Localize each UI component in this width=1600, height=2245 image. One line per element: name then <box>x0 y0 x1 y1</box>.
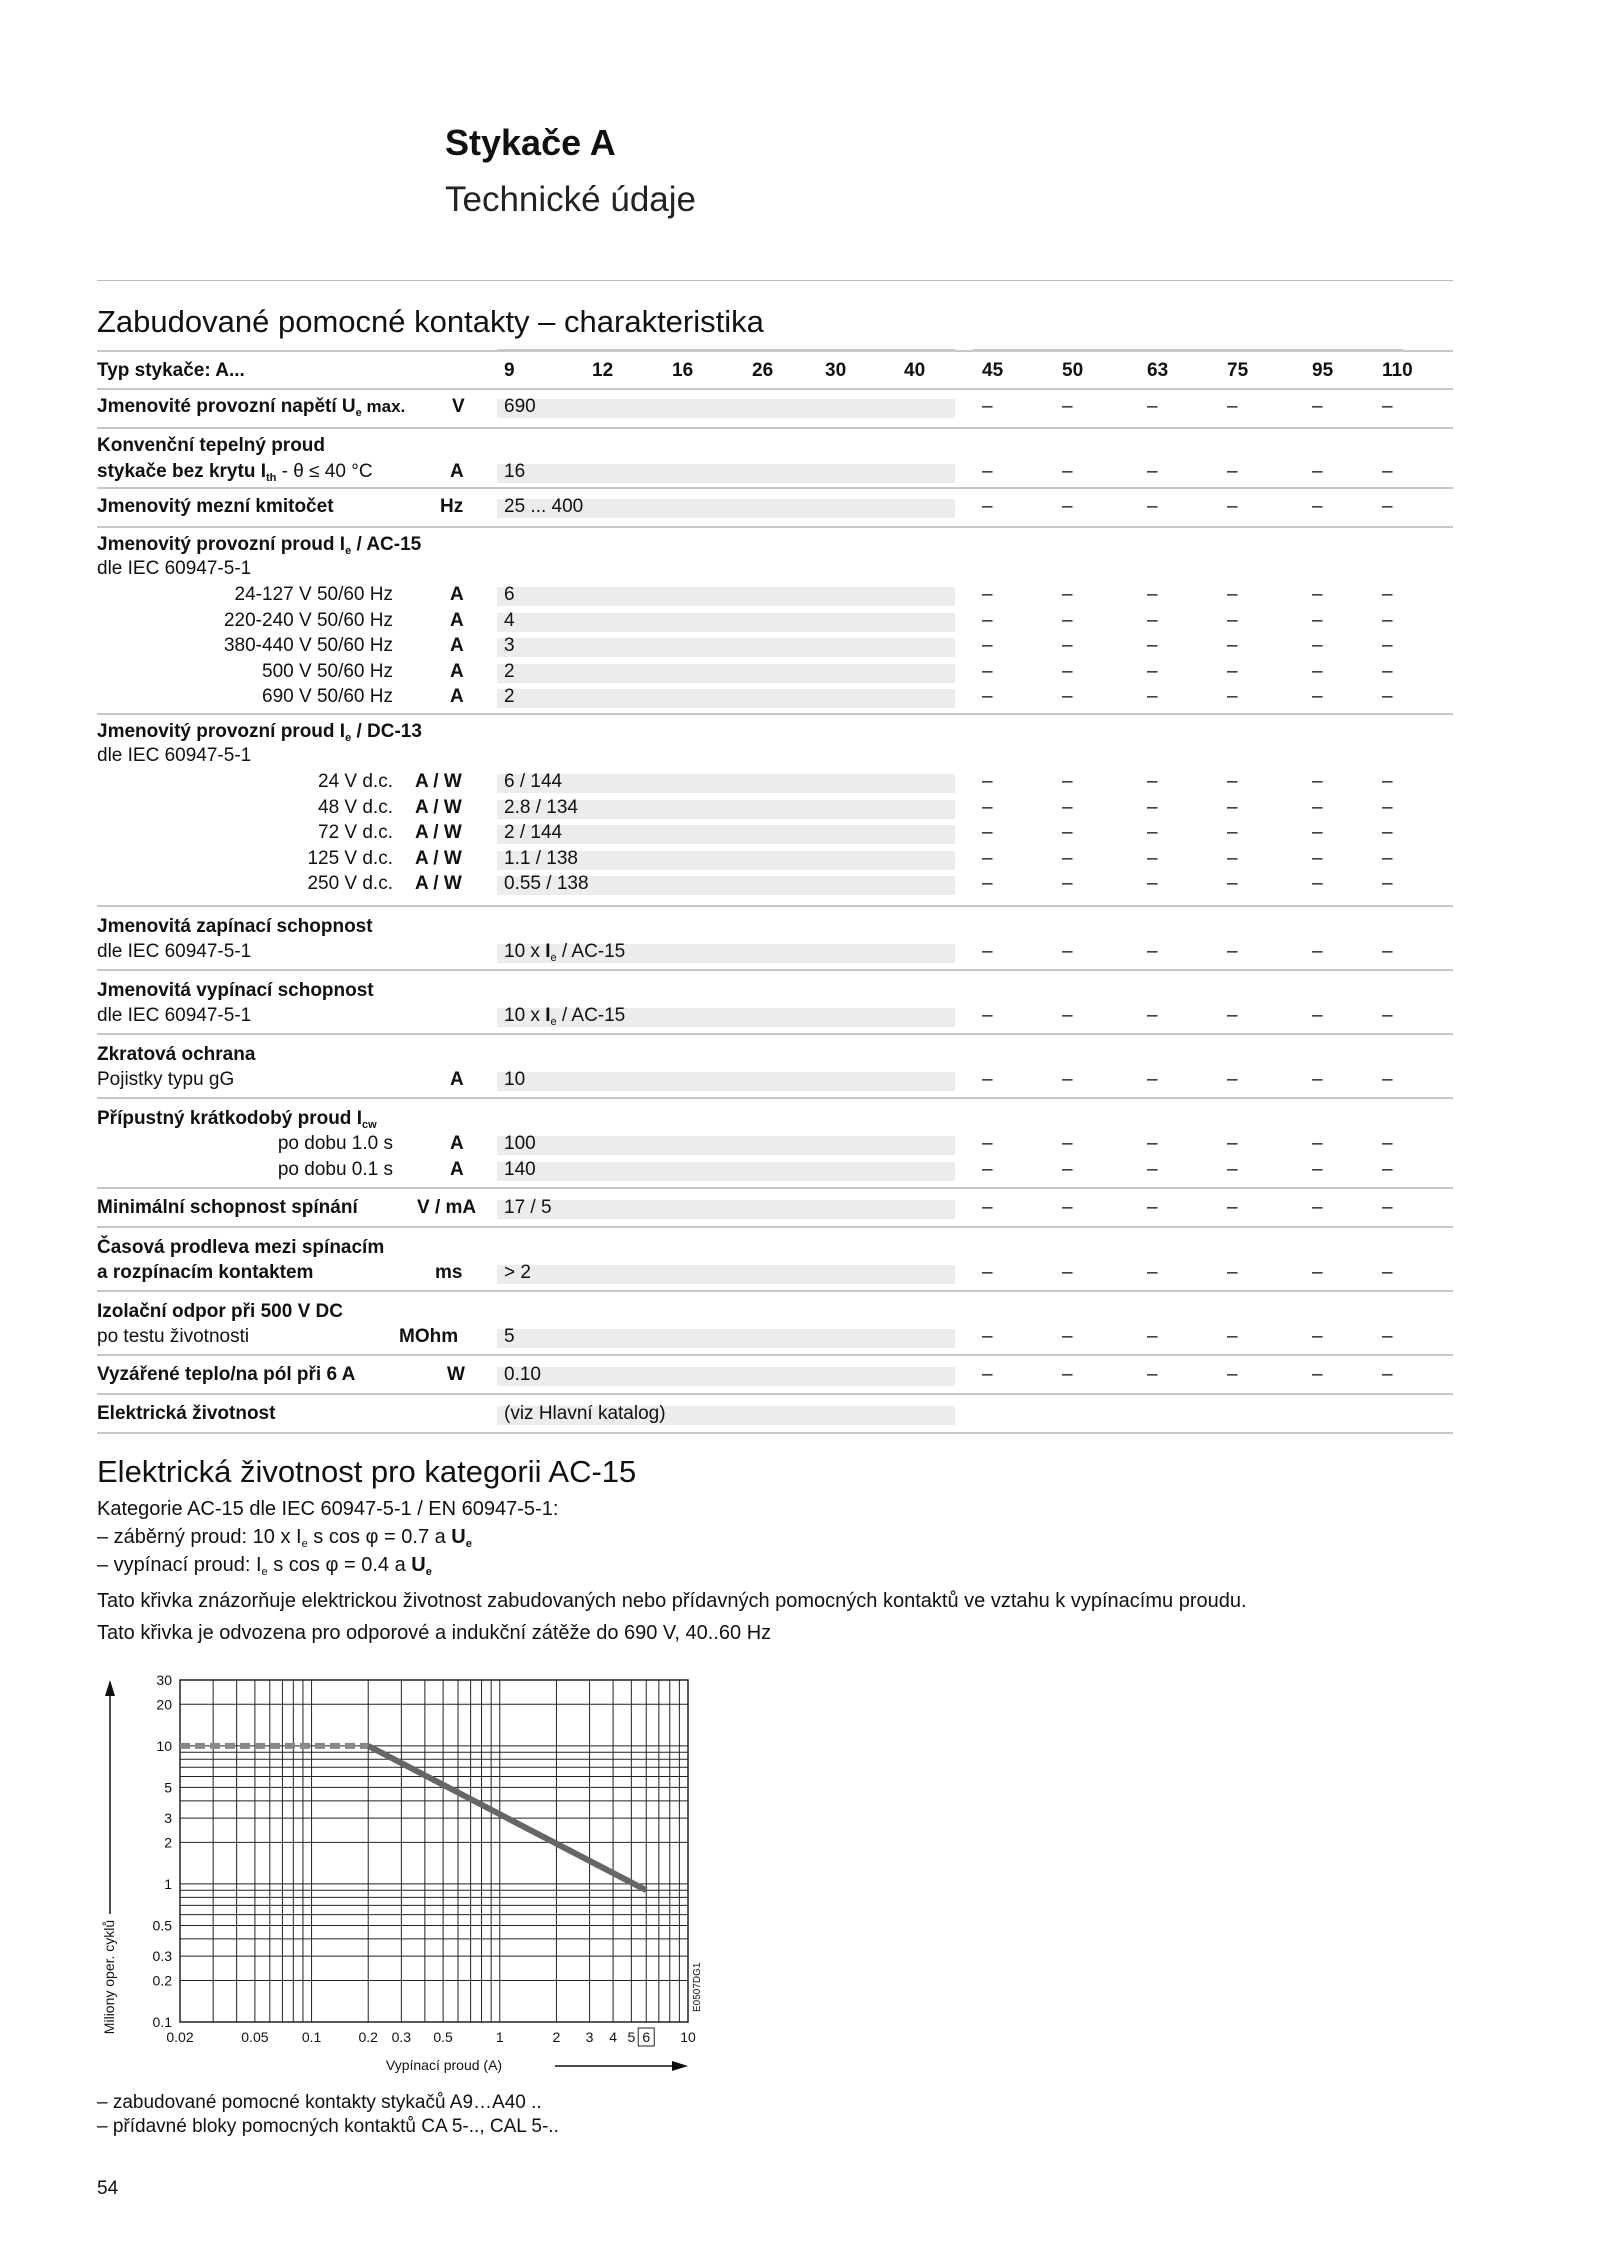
dash-cell: – <box>1227 771 1238 792</box>
dash-cell: – <box>982 1262 993 1283</box>
dash-cell: – <box>982 584 993 605</box>
dash-cell: – <box>982 660 993 682</box>
dash-cell: – <box>1147 1326 1158 1347</box>
plot-frame <box>180 1680 688 2022</box>
page-number: 54 <box>97 2178 119 2199</box>
col-110: 110 <box>1382 360 1413 381</box>
dash-cell: – <box>1382 1262 1393 1283</box>
dash-cell: – <box>1312 822 1323 843</box>
dash-cell: – <box>1227 796 1238 818</box>
dash-cell: – <box>1227 1197 1238 1218</box>
row-value: 10 x $I_e / AC-15$ <box>504 1005 626 1028</box>
dash-cell: – <box>1312 941 1323 962</box>
dash-cell: – <box>1312 660 1323 682</box>
row-label: Jmenovitá vypínací schopnost <box>97 980 374 1001</box>
type-label: Typ stykače: A... <box>97 360 245 381</box>
section-title-contacts: Zabudované pomocné kontakty – charakteristika <box>97 304 764 339</box>
dash-cell: – <box>1382 1133 1393 1154</box>
x-tick-label: 0.02 <box>166 2029 194 2045</box>
sub-row-value: 140 <box>504 1158 536 1180</box>
row-unit: W <box>447 1364 465 1385</box>
sub-row-value: 6 / 144 <box>504 771 563 792</box>
page-title: Stykače A <box>445 122 616 163</box>
row-label: Vyzářené teplo/na pól při 6 A <box>97 1364 356 1385</box>
x-tick-label: 2 <box>552 2029 561 2045</box>
dash-cell: – <box>1227 1133 1238 1154</box>
sub-row-label: 380-440 V 50/60 Hz <box>223 635 393 656</box>
row-short-time-current <box>97 1099 1453 1189</box>
dash-cell: – <box>1227 686 1238 707</box>
dash-cell: – <box>1227 496 1238 517</box>
dash-cell: – <box>1382 635 1393 656</box>
dash-cell: – <box>1062 635 1073 656</box>
dash-cell: – <box>1147 796 1158 818</box>
sub-row-label: 500 V 50/60 Hz <box>262 660 393 682</box>
sub-row-label: 690 V 50/60 Hz <box>262 686 393 707</box>
dash-cell: – <box>1147 1364 1158 1385</box>
sub-row-label: 125 V d.c. <box>307 847 393 869</box>
dash-cell: – <box>1382 847 1393 869</box>
dash-cell: – <box>1227 822 1238 843</box>
dash-cell: – <box>1227 584 1238 605</box>
row-value: 16 <box>504 461 526 482</box>
row-label-2: dle IEC 60947-5-1 <box>97 941 252 962</box>
row-making-capacity <box>97 907 1453 971</box>
y-tick-label: 20 <box>156 1696 172 1713</box>
dash-cell: – <box>1312 496 1323 517</box>
dash-cell: – <box>1382 771 1393 792</box>
dash-cell: – <box>1382 584 1393 605</box>
dash-cell: – <box>982 496 993 517</box>
dash-cell: – <box>1062 660 1073 682</box>
row-frequency <box>97 489 1453 528</box>
dash-cell: – <box>982 635 993 656</box>
row-heat-dissipation <box>97 1356 1453 1395</box>
dash-cell: – <box>982 1326 993 1347</box>
dash-cell: – <box>1147 635 1158 656</box>
paragraph-category: Kategorie AC-15 dle IEC 60947-5-1 / EN 60947-5-1: <box>97 1498 559 1520</box>
dash-cell: – <box>1147 1158 1158 1180</box>
dash-cell: – <box>1062 496 1073 517</box>
characteristics-table <box>97 350 1453 1434</box>
y-tick-label: 0.3 <box>152 1948 172 1965</box>
dash-cell: – <box>982 396 993 417</box>
row-thermal-current <box>97 429 1453 489</box>
row-label: Minimální schopnost spínání <box>97 1197 358 1218</box>
dash-cell: – <box>1312 635 1323 656</box>
row-time-delay <box>97 1228 1453 1292</box>
dash-cell: – <box>982 796 993 818</box>
sub-row-unit: A <box>450 609 464 631</box>
dash-cell: – <box>1062 584 1073 605</box>
col-26: 26 <box>752 360 774 381</box>
col-16: 16 <box>672 360 694 381</box>
sub-row-value: 0.55 / 138 <box>504 873 589 894</box>
dash-cell: – <box>1227 1005 1238 1026</box>
dash-cell: – <box>1312 1133 1323 1154</box>
dash-cell: – <box>1062 1197 1073 1218</box>
dash-cell: – <box>982 461 993 482</box>
dash-cell: – <box>1382 873 1393 894</box>
row-label: Jmenovité provozní napětí $U_e$ max. <box>97 396 406 419</box>
sub-row-value: 2 <box>504 686 515 707</box>
dash-cell: – <box>1312 1364 1323 1385</box>
row-dc13-current <box>97 715 1453 907</box>
row-label: Jmenovitý provozní proud $I_e / AC-15$ <box>97 534 422 557</box>
dash-cell: – <box>982 686 993 707</box>
dash-cell: – <box>1312 584 1323 605</box>
col-30: 30 <box>825 360 847 381</box>
x-tick-label: 0.3 <box>391 2029 412 2045</box>
dash-cell: – <box>1147 609 1158 631</box>
row-label: Jmenovitý provozní proud $I_e / DC-13$ <box>97 721 422 744</box>
y-axis-label: Miliony oper. cyklů <box>101 1919 117 2035</box>
page-subtitle: Technické údaje <box>445 180 696 219</box>
dash-cell: – <box>1062 771 1073 792</box>
dash-cell: – <box>1227 1158 1238 1180</box>
col-75: 75 <box>1227 360 1249 381</box>
sub-row-value: 6 <box>504 584 515 605</box>
row-unit: A <box>450 461 464 482</box>
row-value: 25 ... 400 <box>504 496 584 517</box>
sub-row-unit: A / W <box>415 796 462 818</box>
dash-cell: – <box>1312 396 1323 417</box>
dash-cell: – <box>1227 660 1238 682</box>
row-value: 5 <box>504 1326 515 1347</box>
dash-cell: – <box>1227 873 1238 894</box>
dash-cell: – <box>1227 1262 1238 1283</box>
x-tick-label: 6 <box>642 2029 651 2045</box>
row-label: Jmenovitá zapínací schopnost <box>97 916 373 937</box>
dash-cell: – <box>1227 847 1238 869</box>
dash-cell: – <box>982 941 993 962</box>
dash-cell: – <box>982 1364 993 1385</box>
dash-cell: – <box>1062 1069 1073 1090</box>
dash-cell: – <box>982 1069 993 1090</box>
dash-cell: – <box>1062 1326 1073 1347</box>
sub-row-unit: A / W <box>415 873 462 894</box>
dash-cell: – <box>1147 496 1158 517</box>
sub-row-label: po dobu 1.0 s <box>277 1133 393 1154</box>
dash-cell: – <box>1062 686 1073 707</box>
row-insulation <box>97 1292 1453 1356</box>
dash-cell: – <box>1312 609 1323 631</box>
dash-cell: – <box>1382 496 1393 517</box>
sub-row-label: 220-240 V 50/60 Hz <box>223 609 393 631</box>
dash-cell: – <box>1147 873 1158 894</box>
row-short-circuit <box>97 1035 1453 1099</box>
row-label-2: Pojistky typu gG <box>97 1069 235 1090</box>
dash-cell: – <box>1147 1133 1158 1154</box>
x-tick-label: 0.1 <box>301 2029 322 2045</box>
dash-cell: – <box>1312 1262 1323 1283</box>
dash-cell: – <box>982 1133 993 1154</box>
row-value: 17 / 5 <box>504 1197 552 1218</box>
dash-cell: – <box>1382 461 1393 482</box>
y-tick-label: 30 <box>156 1672 172 1688</box>
x-axis-label: Vypínací proud (A) <box>385 2057 503 2073</box>
row-value: > 2 <box>504 1262 531 1283</box>
dash-cell: – <box>982 822 993 843</box>
dash-cell: – <box>1312 1197 1323 1218</box>
dash-cell: – <box>1312 1158 1323 1180</box>
y-axis-arrow-head <box>105 1680 115 1696</box>
row-breaking-capacity <box>97 971 1453 1035</box>
dash-cell: – <box>1147 686 1158 707</box>
row-label-2: dle IEC 60947-5-1 <box>97 558 252 579</box>
x-axis-arrow-head <box>672 2061 688 2071</box>
sub-row-value: 2 <box>504 660 515 682</box>
dash-cell: – <box>1382 1197 1393 1218</box>
paragraph-description: Tato křivka znázorňuje elektrickou životnost zabudovaných nebo přídavných pomocných kontaktů ve vztahu k vypínacímu proudu. <box>97 1590 1247 1612</box>
col-45: 45 <box>982 360 1004 381</box>
dash-cell: – <box>1147 1069 1158 1090</box>
row-label-2: stykače bez krytu $I_{th} - \theta \le 40$ °C <box>97 461 373 484</box>
dash-cell: – <box>1312 1005 1323 1026</box>
col-12: 12 <box>592 360 614 381</box>
x-tick-label: 10 <box>680 2029 696 2045</box>
dash-cell: – <box>1147 1005 1158 1026</box>
paragraph-load: Tato křivka je odvozena pro odporové a indukční zátěže do 690 V, 40..60 Hz <box>97 1622 772 1644</box>
row-value: 10 <box>504 1069 526 1090</box>
row-unit: ms <box>435 1262 463 1283</box>
dash-cell: – <box>1227 941 1238 962</box>
sub-row-label: 48 V d.c. <box>318 796 393 818</box>
dash-cell: – <box>1062 847 1073 869</box>
dash-cell: – <box>982 1158 993 1180</box>
sub-row-unit: A / W <box>415 847 462 869</box>
sub-row-value: 4 <box>504 609 515 631</box>
footer-note-1: – zabudované pomocné kontakty stykačů A9…A40 .. <box>97 2092 542 2113</box>
dash-cell: – <box>1062 609 1073 631</box>
dash-cell: – <box>1227 461 1238 482</box>
sub-row-label: 250 V d.c. <box>307 873 393 894</box>
row-label-2: po testu životnosti <box>97 1326 250 1347</box>
dash-cell: – <box>1062 822 1073 843</box>
x-tick-label: 0.5 <box>433 2029 453 2045</box>
figure-code: E0507DG1 <box>692 1962 703 2012</box>
row-label: Elektrická životnost <box>97 1403 276 1424</box>
dash-cell: – <box>1312 1326 1323 1347</box>
row-unit: A <box>450 1069 464 1090</box>
dash-cell: – <box>1312 771 1323 792</box>
row-electrical-life <box>97 1395 1453 1434</box>
dash-cell: – <box>1062 461 1073 482</box>
sub-row-unit: A <box>450 686 464 707</box>
y-tick-label: 10 <box>156 1737 172 1754</box>
col-40: 40 <box>904 360 926 381</box>
dash-cell: – <box>1147 584 1158 605</box>
x-tick-label: 1 <box>495 2029 504 2045</box>
sub-row-unit: A <box>450 1133 464 1154</box>
dash-cell: – <box>1062 1262 1073 1283</box>
row-value: (viz Hlavní katalog) <box>504 1403 666 1424</box>
dash-cell: – <box>1382 822 1393 843</box>
dash-cell: – <box>982 1197 993 1218</box>
sub-row-unit: A <box>450 584 464 605</box>
col-50: 50 <box>1062 360 1084 381</box>
sub-row-value: 3 <box>504 635 515 656</box>
y-tick-label: 0.5 <box>152 1917 172 1934</box>
row-unit: V <box>452 396 465 417</box>
row-rated-voltage <box>97 390 1453 429</box>
dash-cell: – <box>1147 822 1158 843</box>
dash-cell: – <box>1382 686 1393 707</box>
x-tick-label: 4 <box>609 2029 617 2045</box>
row-min-switching <box>97 1189 1453 1228</box>
row-label-2: dle IEC 60947-5-1 <box>97 1005 252 1026</box>
col-95: 95 <box>1312 360 1334 381</box>
dash-cell: – <box>1062 873 1073 894</box>
sub-row-label: 24 V d.c. <box>318 771 393 792</box>
y-tick-label: 0.1 <box>152 2014 172 2030</box>
dash-cell: – <box>1382 1069 1393 1090</box>
row-label-2: dle IEC 60947-5-1 <box>97 745 252 766</box>
x-tick-label: 0.2 <box>358 2029 378 2045</box>
dash-cell: – <box>1312 847 1323 869</box>
dash-cell: – <box>1147 660 1158 682</box>
table-header-row <box>97 350 1453 390</box>
sub-row-label: po dobu 0.1 s <box>277 1158 393 1180</box>
dash-cell: – <box>1227 1326 1238 1347</box>
dash-cell: – <box>1062 1133 1073 1154</box>
dash-cell: – <box>1062 941 1073 962</box>
dash-cell: – <box>1312 686 1323 707</box>
row-label: Zkratová ochrana <box>97 1044 256 1065</box>
electrical-life-chart <box>90 1670 710 2073</box>
footer-note-2: – přídavné bloky pomocných kontaktů CA 5-.., CAL 5-.. <box>97 2116 559 2137</box>
row-label: Časová prodleva mezi spínacím <box>97 1237 385 1258</box>
y-tick-label: 3 <box>164 1810 172 1827</box>
dash-cell: – <box>1382 1158 1393 1180</box>
y-tick-label: 5 <box>164 1779 172 1796</box>
sub-row-unit: A <box>450 635 464 656</box>
dash-cell: – <box>1382 1005 1393 1026</box>
dash-cell: – <box>1312 796 1323 818</box>
dash-cell: – <box>1382 1364 1393 1385</box>
row-value: 0.10 <box>504 1364 541 1385</box>
col-9: 9 <box>504 360 515 381</box>
sub-row-value: 2 / 144 <box>504 822 563 843</box>
dash-cell: – <box>1227 396 1238 417</box>
paragraph-breaking: – vypínací proud: $I_e$ s cos φ = 0.4 a $U_e$ <box>97 1554 432 1578</box>
dash-cell: – <box>1062 1364 1073 1385</box>
dash-cell: – <box>1382 796 1393 818</box>
dash-cell: – <box>982 771 993 792</box>
dash-cell: – <box>1062 396 1073 417</box>
dash-cell: – <box>1312 461 1323 482</box>
dash-cell: – <box>1147 1197 1158 1218</box>
row-value: 690 <box>504 396 536 417</box>
x-tick-label: 3 <box>585 2029 594 2045</box>
row-label: Přípustný krátkodobý proud $I_{cw}$ <box>97 1108 377 1131</box>
dash-cell: – <box>1382 941 1393 962</box>
sub-row-label: 24-127 V 50/60 Hz <box>234 584 393 605</box>
sub-row-label: 72 V d.c. <box>318 822 393 843</box>
dash-cell: – <box>1147 941 1158 962</box>
dash-cell: – <box>1147 847 1158 869</box>
row-label: Jmenovitý mezní kmitočet <box>97 496 334 517</box>
dash-cell: – <box>1062 1158 1073 1180</box>
row-unit: Hz <box>440 496 464 517</box>
row-label: Konvenční tepelný proud <box>97 435 326 456</box>
dash-cell: – <box>1382 1326 1393 1347</box>
dash-cell: – <box>1147 396 1158 417</box>
y-tick-label: 1 <box>164 1875 172 1892</box>
x-tick-label: 0.05 <box>241 2029 269 2045</box>
sub-row-unit: A <box>450 1158 464 1180</box>
sub-row-unit: A / W <box>415 822 462 843</box>
sub-row-value: 100 <box>504 1133 536 1154</box>
y-tick-label: 2 <box>164 1834 172 1851</box>
dash-cell: – <box>1227 1069 1238 1090</box>
section-title-ac15: Elektrická životnost pro kategorii AC-15 <box>97 1454 637 1489</box>
row-ac15-current <box>97 528 1453 715</box>
dash-cell: – <box>982 873 993 894</box>
row-value: 10 x $I_e / AC-15$ <box>504 941 626 964</box>
dash-cell: – <box>1227 609 1238 631</box>
dash-cell: – <box>1382 660 1393 682</box>
dash-cell: – <box>1382 396 1393 417</box>
top-divider <box>97 280 1453 281</box>
paragraph-inrush: – záběrný proud: 10 x $I_e$ s cos φ = 0.7 a $U_e$ <box>97 1526 472 1550</box>
dash-cell: – <box>1312 873 1323 894</box>
sub-row-unit: A <box>450 660 464 682</box>
x-tick-label: 5 <box>627 2029 636 2045</box>
dash-cell: – <box>982 1005 993 1026</box>
dash-cell: – <box>1147 1262 1158 1283</box>
row-unit: V / mA <box>417 1197 477 1218</box>
dash-cell: – <box>1382 609 1393 631</box>
row-label: Izolační odpor při 500 V DC <box>97 1301 343 1322</box>
sub-row-value: 2.8 / 134 <box>504 796 578 818</box>
dash-cell: – <box>1227 1364 1238 1385</box>
row-unit: MOhm <box>399 1326 459 1347</box>
dash-cell: – <box>982 847 993 869</box>
dash-cell: – <box>1227 635 1238 656</box>
dash-cell: – <box>1062 796 1073 818</box>
dash-cell: – <box>1062 1005 1073 1026</box>
dash-cell: – <box>982 609 993 631</box>
dash-cell: – <box>1147 461 1158 482</box>
dash-cell: – <box>1312 1069 1323 1090</box>
y-tick-label: 0.2 <box>152 1972 172 1989</box>
sub-row-unit: A / W <box>415 771 462 792</box>
row-label-2: a rozpínacím kontaktem <box>97 1262 314 1283</box>
dash-cell: – <box>1147 771 1158 792</box>
sub-row-value: 1.1 / 138 <box>504 847 578 869</box>
col-63: 63 <box>1147 360 1169 381</box>
